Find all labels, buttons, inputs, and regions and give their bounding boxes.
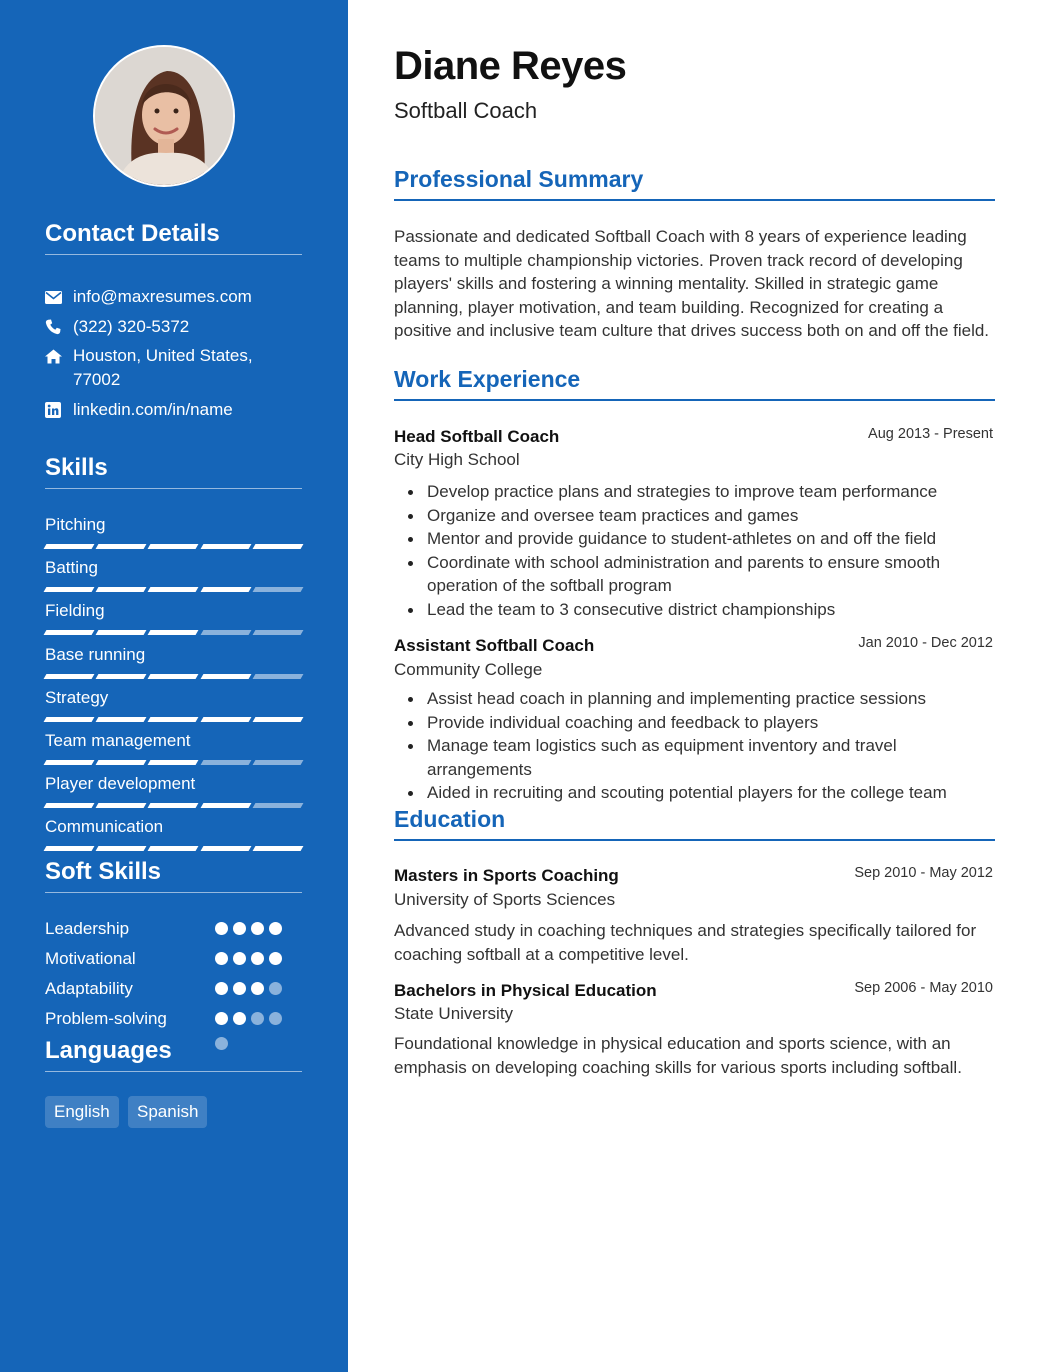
skill-level-segment (252, 630, 303, 635)
skill-level-segment (200, 544, 251, 549)
list-item: Lead the team to 3 consecutive district championships (394, 598, 995, 622)
job-title: Head Softball Coach (394, 427, 560, 446)
job-dates: Aug 2013 - Present (868, 426, 993, 442)
rating-dot (269, 922, 282, 935)
degree-title: Masters in Sports Coaching (394, 866, 619, 885)
job-organization: Community College (394, 660, 543, 679)
soft-skill-label: Adaptability (45, 979, 133, 998)
rating-dot (251, 982, 264, 995)
skill-label: Pitching (45, 515, 106, 534)
rating-dot (251, 952, 264, 965)
address-line-1: Houston, United States, (73, 346, 253, 365)
skill-level-segment (148, 717, 199, 722)
skill-level-segment (96, 760, 147, 765)
skill-level-segment (252, 674, 303, 679)
degree-description: Advanced study in coaching techniques and strategies specifically tailored for coaching softball at a competitive level. (394, 921, 977, 964)
skill-level-segment (44, 760, 95, 765)
skill-level-segment (44, 717, 95, 722)
skills-heading: Skills (45, 454, 302, 489)
skill-level-segment (148, 630, 199, 635)
skill-level-segment (44, 544, 95, 549)
skill-level-segment (200, 630, 251, 635)
rating-dot (233, 922, 246, 935)
skill-level-segment (252, 544, 303, 549)
skill-level-segment (96, 544, 147, 549)
rating-dot (215, 952, 228, 965)
skill-level-segment (200, 803, 251, 808)
skill-level-segment (96, 587, 147, 592)
skill-label: Player development (45, 774, 196, 793)
summary-text: Passionate and dedicated Softball Coach with 8 years of experience leading teams to multiple championship victories. Proven track record of developing players' skills and fostering a winning mentality. Skilled in strategic game planning, player motivation, and team building. Recognized for creating a positive and inclusive team culture that drives success both on and off the field. (394, 227, 990, 340)
soft-skill-rating (215, 1012, 282, 1025)
skill-label: Fielding (45, 601, 105, 620)
skill-level-segment (148, 587, 199, 592)
profile-photo (95, 47, 235, 187)
skill-level-bar (45, 630, 302, 636)
email-text: info@maxresumes.com (73, 287, 252, 306)
contact-address (45, 344, 302, 392)
soft-skill-label: Problem-solving (45, 1009, 167, 1028)
soft-skill-label: Motivational (45, 949, 136, 968)
degree-dates: Sep 2010 - May 2012 (854, 865, 993, 881)
skill-level-segment (44, 674, 95, 679)
degree-title: Bachelors in Physical Education (394, 981, 657, 1000)
home-icon (45, 344, 73, 368)
language-pill-english: English (45, 1096, 119, 1128)
soft-skill-rating (215, 982, 282, 995)
skill-level-segment (148, 846, 199, 851)
skill-level-segment (252, 803, 303, 808)
phone-text: (322) 320-5372 (73, 317, 190, 336)
soft-skills-heading: Soft Skills (45, 858, 302, 893)
list-item: Manage team logistics such as equipment inventory and travel arrangements (394, 734, 995, 781)
language-pill-spanish: Spanish (128, 1096, 207, 1128)
skill-label: Communication (45, 817, 164, 836)
rating-dot (269, 982, 282, 995)
languages-heading: Languages (45, 1037, 302, 1072)
skill-level-segment (148, 760, 199, 765)
contact-linkedin[interactable] (45, 398, 302, 422)
skill-level-segment (44, 846, 95, 851)
list-item: Assist head coach in planning and implementing practice sessions (394, 687, 995, 711)
list-item: Organize and oversee team practices and games (394, 504, 995, 528)
sidebar (0, 0, 348, 1372)
linkedin-icon (45, 398, 73, 422)
rating-dot (233, 1012, 246, 1025)
list-item: Coordinate with school administration and parents to ensure smooth operation of the softball program (394, 551, 995, 598)
job-title: Assistant Softball Coach (394, 636, 595, 655)
rating-dot (269, 1012, 282, 1025)
skill-label: Batting (45, 558, 98, 577)
rating-dot (215, 922, 228, 935)
rating-dot (233, 982, 246, 995)
skill-level-segment (252, 760, 303, 765)
skill-level-bar (45, 544, 302, 550)
experience-heading: Work Experience (394, 366, 995, 401)
skill-level-segment (200, 674, 251, 679)
skill-level-segment (148, 803, 199, 808)
linkedin-text: linkedin.com/in/name (73, 400, 233, 419)
skill-label: Base running (45, 645, 146, 664)
rating-dot (215, 1012, 228, 1025)
rating-dot (251, 1012, 264, 1025)
list-item: Mentor and provide guidance to student-athletes on and off the field (394, 527, 995, 551)
skill-level-segment (44, 587, 95, 592)
skill-level-segment (200, 717, 251, 722)
skill-level-segment (148, 674, 199, 679)
soft-skill-rating (215, 922, 282, 935)
job-dates: Jan 2010 - Dec 2012 (858, 635, 993, 651)
contact-heading: Contact Details (45, 220, 302, 255)
skill-level-segment (200, 846, 251, 851)
education-heading: Education (394, 806, 995, 841)
skill-level-bar (45, 803, 302, 809)
skill-level-bar (45, 587, 302, 593)
contact-email[interactable] (45, 285, 302, 309)
avatar (93, 45, 235, 187)
job-organization: City High School (394, 450, 520, 469)
rating-dot (233, 952, 246, 965)
school-name: State University (394, 1004, 514, 1023)
skill-level-segment (200, 587, 251, 592)
summary-heading: Professional Summary (394, 166, 995, 201)
soft-skill-rating (215, 952, 282, 965)
skill-level-bar (45, 760, 302, 766)
skill-level-segment (252, 846, 303, 851)
degree-description: Foundational knowledge in physical education and sports science, with an emphasis on developing coaching skills for various sports including softball. (394, 1034, 962, 1077)
skill-level-segment (252, 587, 303, 592)
school-name: University of Sports Sciences (394, 890, 616, 909)
list-item: Develop practice plans and strategies to improve team performance (394, 480, 995, 504)
skill-level-segment (96, 674, 147, 679)
address-line-2: 77002 (73, 370, 121, 389)
skill-level-bar (45, 717, 302, 723)
list-item: Provide individual coaching and feedback to players (394, 711, 995, 735)
skill-level-segment (96, 803, 147, 808)
list-item: Aided in recruiting and scouting potential players for the college team (394, 781, 995, 805)
skill-level-segment (44, 630, 95, 635)
soft-skill-label: Leadership (45, 919, 130, 938)
skill-label: Team management (45, 731, 191, 750)
rating-dot (269, 952, 282, 965)
candidate-name: Diane Reyes (394, 44, 627, 88)
candidate-title: Softball Coach (394, 98, 538, 123)
job-bullets (394, 687, 995, 805)
skill-level-bar (45, 674, 302, 680)
envelope-icon (45, 285, 73, 309)
skill-label: Strategy (45, 688, 109, 707)
skill-level-segment (200, 760, 251, 765)
skill-level-segment (148, 544, 199, 549)
skill-level-segment (44, 803, 95, 808)
skill-level-segment (252, 717, 303, 722)
skill-level-segment (96, 630, 147, 635)
degree-dates: Sep 2006 - May 2010 (854, 980, 993, 996)
rating-dot (251, 922, 264, 935)
phone-icon (45, 315, 73, 339)
rating-dot (215, 982, 228, 995)
skill-level-segment (96, 717, 147, 722)
skill-level-segment (96, 846, 147, 851)
job-bullets (394, 480, 995, 621)
skill-level-bar (45, 846, 302, 852)
contact-phone[interactable] (45, 315, 302, 339)
